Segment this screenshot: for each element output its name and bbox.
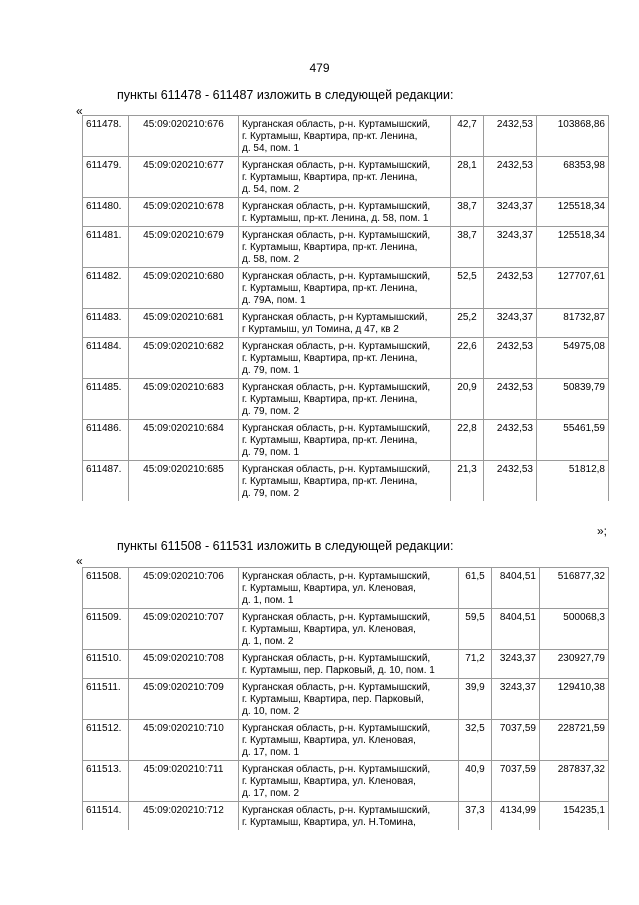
table-row bbox=[83, 157, 609, 198]
address-cell bbox=[239, 420, 451, 461]
section1-table bbox=[82, 115, 609, 501]
area-cell: 21,3 bbox=[451, 461, 484, 502]
address-line: г. Куртамыш, Квартира, пр-кт. Ленина, bbox=[242, 353, 418, 364]
cost-rate-cell: 3243,37 bbox=[492, 679, 540, 720]
address-line: Курганская область, р-н. Куртамышский, bbox=[242, 682, 431, 693]
address-cell bbox=[239, 720, 459, 761]
address-line: д. 79, пом. 1 bbox=[242, 447, 300, 458]
cost-rate-cell: 2432,53 bbox=[484, 338, 537, 379]
address-line: Курганская область, р-н. Куртамышский, bbox=[242, 764, 431, 775]
address-cell bbox=[239, 568, 459, 609]
table-row bbox=[83, 227, 609, 268]
area-cell: 52,5 bbox=[451, 268, 484, 309]
address-line: д. 79, пом. 1 bbox=[242, 365, 300, 376]
address-line: г. Куртамыш, пр-кт. Ленина, д. 58, пом. 1 bbox=[242, 213, 429, 224]
address-cell bbox=[239, 609, 459, 650]
row-number-cell: 611509. bbox=[83, 609, 129, 650]
table-row bbox=[83, 720, 609, 761]
cadastral-value-cell: 125518,34 bbox=[537, 227, 609, 268]
cadastral-value-cell: 103868,86 bbox=[537, 116, 609, 157]
cadastral-number-cell: 45:09:020210:708 bbox=[129, 650, 239, 679]
cost-rate-cell: 8404,51 bbox=[492, 568, 540, 609]
row-number-cell: 611484. bbox=[83, 338, 129, 379]
address-line: д. 1, пом. 2 bbox=[242, 636, 294, 647]
address-line: г. Куртамыш, Квартира, пр-кт. Ленина, bbox=[242, 131, 418, 142]
table-row bbox=[83, 379, 609, 420]
address-line: д. 10, пом. 2 bbox=[242, 706, 300, 717]
address-line: Курганская область, р-н. Куртамышский, bbox=[242, 571, 431, 582]
area-cell: 40,9 bbox=[459, 761, 492, 802]
address-line: д. 54, пом. 2 bbox=[242, 184, 300, 195]
cadastral-number-cell: 45:09:020210:681 bbox=[129, 309, 239, 338]
address-line: д. 79, пом. 2 bbox=[242, 406, 300, 417]
address-line: г Куртамыш, ул Томина, д 47, кв 2 bbox=[242, 324, 399, 335]
cost-rate-cell: 7037,59 bbox=[492, 761, 540, 802]
cadastral-value-cell: 129410,38 bbox=[540, 679, 609, 720]
address-line: г. Куртамыш, Квартира, ул. Кленовая, bbox=[242, 583, 416, 594]
cadastral-value-cell: 55461,59 bbox=[537, 420, 609, 461]
cost-rate-cell: 2432,53 bbox=[484, 268, 537, 309]
address-line: Курганская область, р-н. Куртамышский, bbox=[242, 230, 431, 241]
cadastral-number-cell: 45:09:020210:684 bbox=[129, 420, 239, 461]
cadastral-number-cell: 45:09:020210:712 bbox=[129, 802, 239, 831]
table-row bbox=[83, 679, 609, 720]
cost-rate-cell: 3243,37 bbox=[484, 309, 537, 338]
row-number-cell: 611513. bbox=[83, 761, 129, 802]
address-cell bbox=[239, 157, 451, 198]
area-cell: 32,5 bbox=[459, 720, 492, 761]
address-cell bbox=[239, 227, 451, 268]
row-number-cell: 611485. bbox=[83, 379, 129, 420]
cadastral-number-cell: 45:09:020210:711 bbox=[129, 761, 239, 802]
table-row bbox=[83, 568, 609, 609]
address-line: Курганская область, р-н. Куртамышский, bbox=[242, 612, 431, 623]
cadastral-value-cell: 228721,59 bbox=[540, 720, 609, 761]
table-row bbox=[83, 198, 609, 227]
table-row bbox=[83, 338, 609, 379]
address-line: Курганская область, р-н. Куртамышский, bbox=[242, 423, 431, 434]
area-cell: 71,2 bbox=[459, 650, 492, 679]
address-line: Курганская область, р-н. Куртамышский, bbox=[242, 201, 431, 212]
cost-rate-cell: 7037,59 bbox=[492, 720, 540, 761]
cost-rate-cell: 4134,99 bbox=[492, 802, 540, 831]
table-row bbox=[83, 461, 609, 502]
section1-close-quote: »; bbox=[597, 524, 608, 538]
cadastral-number-cell: 45:09:020210:706 bbox=[129, 568, 239, 609]
cadastral-number-cell: 45:09:020210:685 bbox=[129, 461, 239, 502]
row-number-cell: 611511. bbox=[83, 679, 129, 720]
address-line: г. Куртамыш, Квартира, ул. Кленовая, bbox=[242, 776, 416, 787]
address-line: Курганская область, р-н. Куртамышский, bbox=[242, 119, 431, 130]
area-cell: 39,9 bbox=[459, 679, 492, 720]
cost-rate-cell: 3243,37 bbox=[484, 227, 537, 268]
table-row bbox=[83, 761, 609, 802]
row-number-cell: 611482. bbox=[83, 268, 129, 309]
row-number-cell: 611514. bbox=[83, 802, 129, 831]
cadastral-value-cell: 68353,98 bbox=[537, 157, 609, 198]
cost-rate-cell: 2432,53 bbox=[484, 420, 537, 461]
cost-rate-cell: 8404,51 bbox=[492, 609, 540, 650]
cadastral-number-cell: 45:09:020210:680 bbox=[129, 268, 239, 309]
section1-open-quote: « bbox=[76, 104, 83, 118]
cadastral-number-cell: 45:09:020210:683 bbox=[129, 379, 239, 420]
address-line: г. Куртамыш, пер. Парковый, д. 10, пом. 1 bbox=[242, 665, 435, 676]
address-line: г. Куртамыш, Квартира, пр-кт. Ленина, bbox=[242, 283, 418, 294]
address-cell bbox=[239, 198, 451, 227]
table-row bbox=[83, 420, 609, 461]
address-line: Курганская область, р-н. Куртамышский, bbox=[242, 382, 431, 393]
cost-rate-cell: 2432,53 bbox=[484, 116, 537, 157]
table-row bbox=[83, 309, 609, 338]
cost-rate-cell: 2432,53 bbox=[484, 379, 537, 420]
row-number-cell: 611510. bbox=[83, 650, 129, 679]
cost-rate-cell: 3243,37 bbox=[492, 650, 540, 679]
address-line: д. 54, пом. 1 bbox=[242, 143, 300, 154]
section1-intro: пункты 611478 - 611487 изложить в следующей редакции: bbox=[117, 88, 454, 102]
row-number-cell: 611512. bbox=[83, 720, 129, 761]
cadastral-value-cell: 125518,34 bbox=[537, 198, 609, 227]
area-cell: 61,5 bbox=[459, 568, 492, 609]
row-number-cell: 611486. bbox=[83, 420, 129, 461]
address-cell bbox=[239, 802, 459, 831]
address-cell bbox=[239, 761, 459, 802]
address-line: г. Куртамыш, Квартира, ул. Кленовая, bbox=[242, 735, 416, 746]
address-cell bbox=[239, 116, 451, 157]
address-line: г. Куртамыш, Квартира, ул. Н.Томина, bbox=[242, 817, 416, 828]
address-cell bbox=[239, 309, 451, 338]
address-line: Курганская область, р-н. Куртамышский, bbox=[242, 271, 431, 282]
address-cell bbox=[239, 679, 459, 720]
address-line: г. Куртамыш, Квартира, пр-кт. Ленина, bbox=[242, 476, 418, 487]
cadastral-number-cell: 45:09:020210:682 bbox=[129, 338, 239, 379]
cadastral-value-cell: 81732,87 bbox=[537, 309, 609, 338]
address-line: д. 17, пом. 2 bbox=[242, 788, 300, 799]
address-line: Курганская область, р-н. Куртамышский, bbox=[242, 341, 431, 352]
table-row bbox=[83, 802, 609, 831]
address-line: г. Куртамыш, Квартира, пр-кт. Ленина, bbox=[242, 435, 418, 446]
row-number-cell: 611480. bbox=[83, 198, 129, 227]
address-line: Курганская область, р-н. Куртамышский, bbox=[242, 653, 431, 664]
cadastral-value-cell: 127707,61 bbox=[537, 268, 609, 309]
address-cell bbox=[239, 338, 451, 379]
address-line: д. 17, пом. 1 bbox=[242, 747, 300, 758]
section2-table bbox=[82, 567, 609, 830]
address-line: Курганская область, р-н Куртамышский, bbox=[242, 312, 428, 323]
cadastral-number-cell: 45:09:020210:678 bbox=[129, 198, 239, 227]
address-line: г. Куртамыш, Квартира, пр-кт. Ленина, bbox=[242, 242, 418, 253]
cadastral-value-cell: 51812,8 bbox=[537, 461, 609, 502]
address-line: Курганская область, р-н. Куртамышский, bbox=[242, 464, 431, 475]
cadastral-number-cell: 45:09:020210:677 bbox=[129, 157, 239, 198]
area-cell: 28,1 bbox=[451, 157, 484, 198]
section2-intro: пункты 611508 - 611531 изложить в следующей редакции: bbox=[117, 539, 454, 553]
cadastral-value-cell: 54975,08 bbox=[537, 338, 609, 379]
address-line: Курганская область, р-н. Куртамышский, bbox=[242, 723, 431, 734]
cadastral-value-cell: 287837,32 bbox=[540, 761, 609, 802]
area-cell: 25,2 bbox=[451, 309, 484, 338]
table-row bbox=[83, 609, 609, 650]
cadastral-value-cell: 500068,3 bbox=[540, 609, 609, 650]
area-cell: 22,6 bbox=[451, 338, 484, 379]
address-cell bbox=[239, 461, 451, 502]
address-cell bbox=[239, 650, 459, 679]
cost-rate-cell: 2432,53 bbox=[484, 157, 537, 198]
area-cell: 37,3 bbox=[459, 802, 492, 831]
table-row bbox=[83, 116, 609, 157]
section2-open-quote: « bbox=[76, 554, 83, 568]
table-row bbox=[83, 268, 609, 309]
area-cell: 22,8 bbox=[451, 420, 484, 461]
address-line: Курганская область, р-н. Куртамышский, bbox=[242, 805, 431, 816]
cadastral-value-cell: 154235,1 bbox=[540, 802, 609, 831]
address-cell bbox=[239, 268, 451, 309]
cadastral-value-cell: 230927,79 bbox=[540, 650, 609, 679]
cost-rate-cell: 2432,53 bbox=[484, 461, 537, 502]
address-line: д. 1, пом. 1 bbox=[242, 595, 294, 606]
cadastral-value-cell: 50839,79 bbox=[537, 379, 609, 420]
address-cell bbox=[239, 379, 451, 420]
address-line: д. 79А, пом. 1 bbox=[242, 295, 306, 306]
cadastral-value-cell: 516877,32 bbox=[540, 568, 609, 609]
row-number-cell: 611478. bbox=[83, 116, 129, 157]
cadastral-number-cell: 45:09:020210:676 bbox=[129, 116, 239, 157]
cost-rate-cell: 3243,37 bbox=[484, 198, 537, 227]
cadastral-number-cell: 45:09:020210:707 bbox=[129, 609, 239, 650]
address-line: д. 58, пом. 2 bbox=[242, 254, 300, 265]
row-number-cell: 611508. bbox=[83, 568, 129, 609]
area-cell: 38,7 bbox=[451, 198, 484, 227]
row-number-cell: 611481. bbox=[83, 227, 129, 268]
address-line: Курганская область, р-н. Куртамышский, bbox=[242, 160, 431, 171]
row-number-cell: 611483. bbox=[83, 309, 129, 338]
cadastral-number-cell: 45:09:020210:710 bbox=[129, 720, 239, 761]
area-cell: 38,7 bbox=[451, 227, 484, 268]
address-line: г. Куртамыш, Квартира, ул. Кленовая, bbox=[242, 624, 416, 635]
address-line: д. 79, пом. 2 bbox=[242, 488, 300, 499]
area-cell: 20,9 bbox=[451, 379, 484, 420]
area-cell: 59,5 bbox=[459, 609, 492, 650]
row-number-cell: 611479. bbox=[83, 157, 129, 198]
table-row bbox=[83, 650, 609, 679]
cadastral-number-cell: 45:09:020210:679 bbox=[129, 227, 239, 268]
address-line: г. Куртамыш, Квартира, пр-кт. Ленина, bbox=[242, 394, 418, 405]
cadastral-number-cell: 45:09:020210:709 bbox=[129, 679, 239, 720]
area-cell: 42,7 bbox=[451, 116, 484, 157]
page-number: 479 bbox=[309, 61, 330, 75]
address-line: г. Куртамыш, Квартира, пр-кт. Ленина, bbox=[242, 172, 418, 183]
row-number-cell: 611487. bbox=[83, 461, 129, 502]
address-line: г. Куртамыш, Квартира, пер. Парковый, bbox=[242, 694, 424, 705]
